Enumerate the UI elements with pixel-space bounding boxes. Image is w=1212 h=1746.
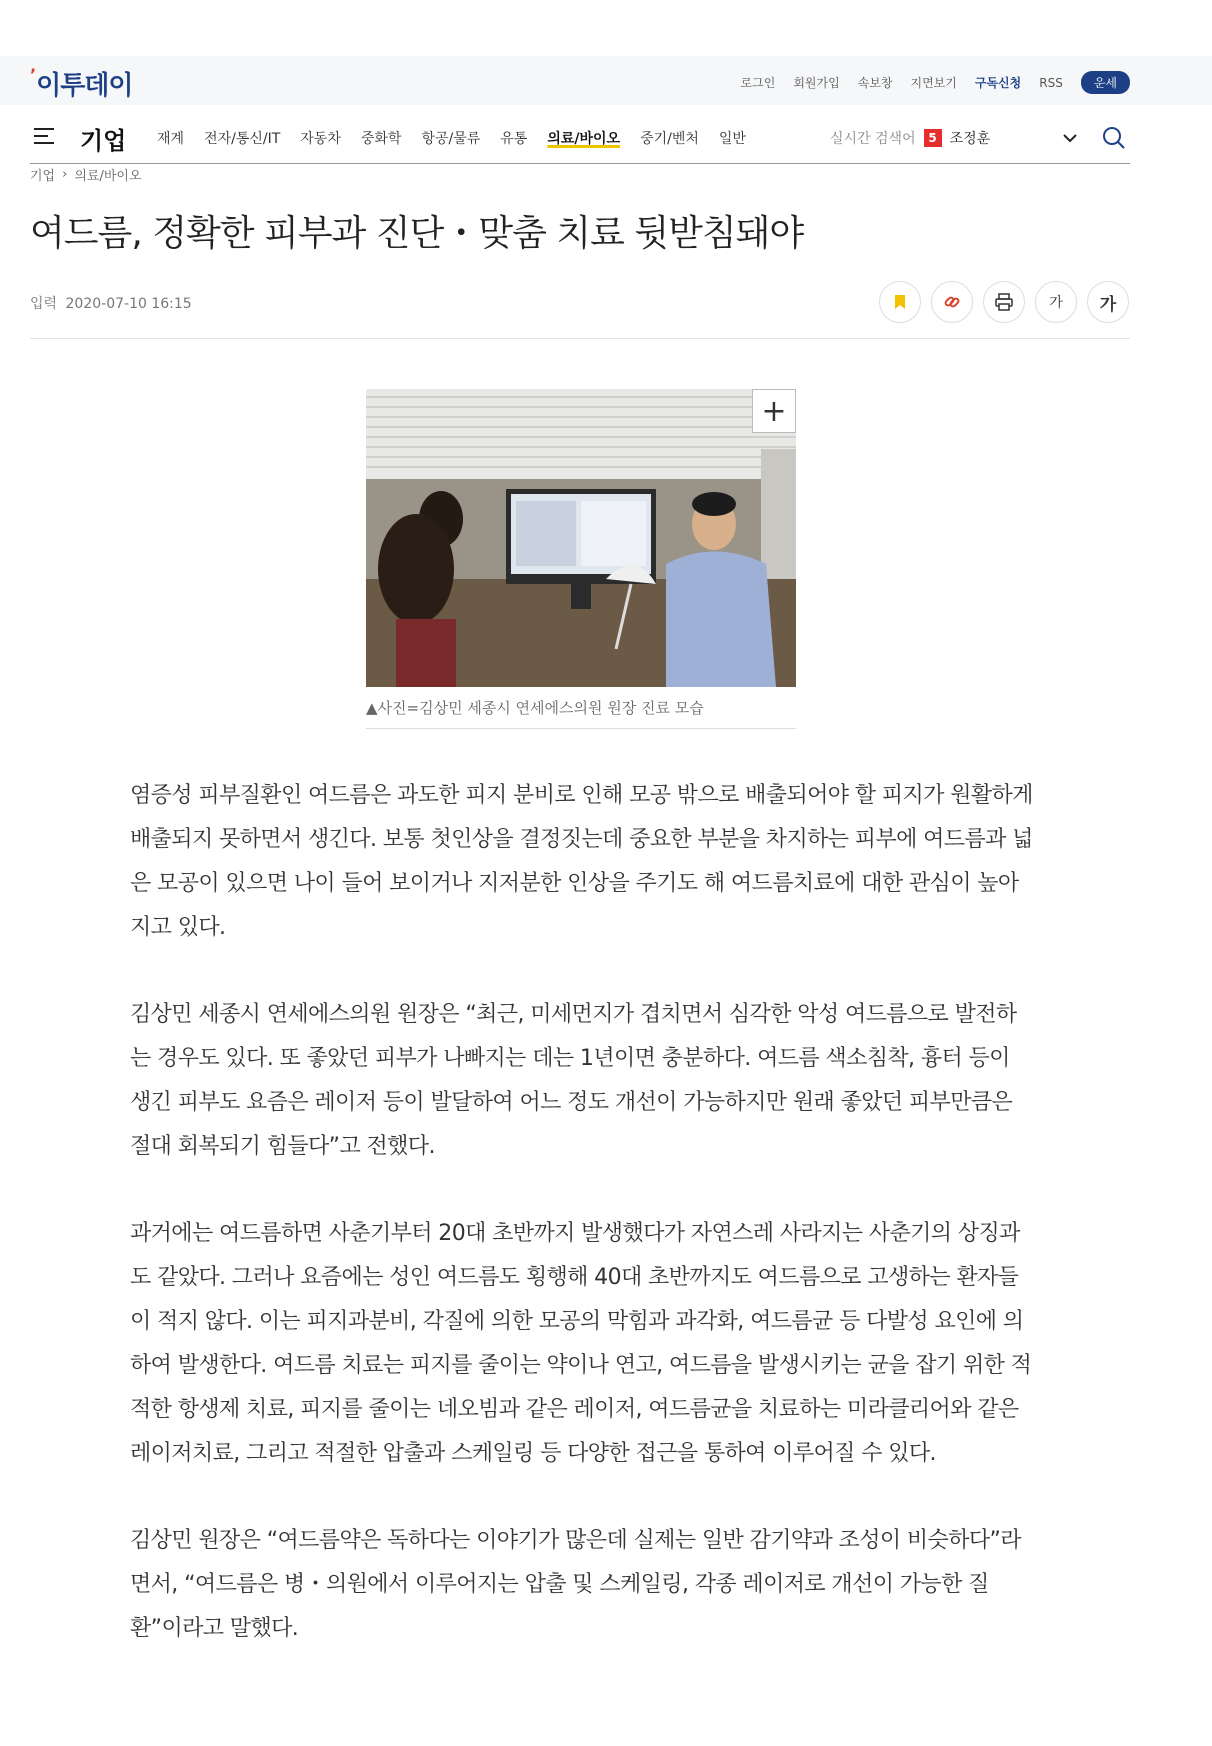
date-label: 입력 bbox=[30, 296, 58, 312]
login-link[interactable]: 로그인 bbox=[740, 76, 776, 90]
plus-icon: + bbox=[761, 393, 787, 429]
menu-item-general[interactable]: 일반 bbox=[718, 131, 746, 147]
realtime-label: 실시간 검색어 bbox=[830, 131, 916, 147]
breadcrumb-level2[interactable]: 의료/바이오 bbox=[74, 169, 142, 184]
rss-link[interactable]: RSS bbox=[1039, 75, 1063, 90]
utility-links bbox=[741, 71, 1130, 94]
logo-text: 이투데이 bbox=[36, 71, 133, 101]
realtime-keyword[interactable]: 조정훈 bbox=[949, 131, 991, 147]
clinic-consultation-photo bbox=[366, 389, 796, 687]
hamburger-menu-icon[interactable] bbox=[34, 128, 54, 144]
print-edition-link[interactable]: 지면보기 bbox=[910, 76, 957, 90]
menu-item-retail[interactable]: 유통 bbox=[500, 131, 528, 147]
menu-item-medical-bio[interactable]: 의료/바이오 bbox=[547, 131, 621, 147]
menu-item-electronics-it[interactable]: 전자/통신/IT bbox=[204, 131, 281, 147]
article-paragraph: 과거에는 여드름하면 사춘기부터 20대 초반까지 발생했다가 자연스레 사라지는 사춘기의 상징과도 같았다. 그러나 요즘에는 성인 여드름도 횡행해 40대 초반까지도 여드름으로 고생하는 환자들이 적지 않다. 이는 피지과분비, 각질에 의한 모공의 막힘과 과각화, 여드름균 등 다발성 요인에 의하여 발생한다. 여드름 치료는 피지를 줄이는 약이나 연고, 여드름을 발생시키는 균을 잡기 위한 적적한 항생제 치료, 피지를 줄이는 네오빔과 같은 레이저, 여드름균을 치료하는 미라클리어와 같은 레이저치료, 그리고 적절한 압출과 스케일링 등 다양한 접근을 통하여 이루어질 수 있다. bbox=[130, 1221, 1032, 1466]
menu-item-sme-venture[interactable]: 중기/벤처 bbox=[640, 131, 699, 147]
logo-mark-icon: ʼ bbox=[30, 65, 36, 84]
photo-caption: ▲사진=김상민 세종시 연세에스의원 원장 진료 모습 bbox=[366, 697, 796, 729]
realtime-search[interactable] bbox=[830, 128, 990, 148]
site-logo[interactable] bbox=[30, 65, 133, 102]
printer-icon bbox=[994, 292, 1014, 312]
link-icon bbox=[942, 292, 962, 312]
realtime-rank-badge: 5 bbox=[924, 129, 942, 147]
header-divider bbox=[30, 338, 1130, 339]
date-value: 2020-07-10 16:15 bbox=[65, 296, 192, 312]
font-decrease-button[interactable]: 가 bbox=[1035, 281, 1077, 323]
bookmark-button[interactable] bbox=[879, 281, 921, 323]
section-title[interactable]: 기업 bbox=[80, 127, 127, 155]
breadcrumb-level1[interactable]: 기업 bbox=[30, 169, 56, 184]
breadcrumb bbox=[30, 165, 142, 184]
expand-photo-button[interactable] bbox=[752, 389, 796, 433]
signup-link[interactable]: 회원가입 bbox=[793, 76, 840, 90]
menu-item-auto[interactable]: 자동차 bbox=[300, 131, 341, 147]
bookmark-icon bbox=[891, 293, 909, 311]
font-increase-button[interactable]: 가 bbox=[1087, 281, 1129, 323]
article-body bbox=[130, 774, 1035, 1694]
print-button[interactable] bbox=[983, 281, 1025, 323]
chevron-right-icon: › bbox=[62, 167, 68, 182]
menu-item-conglomerate[interactable]: 재계 bbox=[157, 131, 185, 147]
article-tools bbox=[879, 281, 1129, 323]
search-icon[interactable] bbox=[1102, 126, 1126, 150]
breaking-news-link[interactable]: 속보창 bbox=[857, 76, 893, 90]
article-paragraph: 염증성 피부질환인 여드름은 과도한 피지 분비로 인해 모공 밖으로 배출되어야 할 피지가 원활하게 배출되지 못하면서 생긴다. 보통 첫인상을 결정짓는데 중요한 부분을 차지하는 피부에 여드름과 넓은 모공이 있으면 나이 들어 보이거나 지저분한 인상을 주기도 해 여드름치료에 대한 관심이 높아지고 있다. bbox=[130, 783, 1033, 940]
subscribe-link[interactable]: 구독신청 bbox=[974, 76, 1022, 90]
chevron-down-icon[interactable] bbox=[1060, 128, 1080, 148]
section-nav bbox=[30, 116, 1130, 164]
article-paragraph: 김상민 세종시 연세에스의원 원장은 “최근, 미세먼지가 겹치면서 심각한 악성 여드름으로 발전하는 경우도 있다. 또 좋았던 피부가 나빠지는 데는 1년이면 충분하다. 여드름 색소침착, 흉터 등이 생긴 피부도 요즘은 레이저 등이 발달하여 어느 정도 개선이 가능하지만 원래 좋았던 피부만큼은 절대 회복되기 힘들다”고 전했다. bbox=[130, 1002, 1017, 1159]
fortune-button[interactable]: 운세 bbox=[1081, 71, 1130, 94]
article-figure bbox=[366, 389, 796, 729]
menu-item-aviation-logistics[interactable]: 항공/물류 bbox=[421, 131, 481, 147]
section-menu bbox=[157, 128, 746, 148]
top-utility-bar bbox=[0, 56, 1212, 105]
article-date bbox=[30, 293, 192, 313]
article-paragraph: 김상민 원장은 “여드름약은 독하다는 이야기가 많은데 실제는 일반 감기약과 조성이 비슷하다”라면서, “여드름은 병・의원에서 이루어지는 압출 및 스케일링, 각종 레이저로 개선이 가능한 질환”이라고 말했다. bbox=[130, 1528, 1021, 1641]
copy-link-button[interactable] bbox=[931, 281, 973, 323]
menu-item-chemicals[interactable]: 중화학 bbox=[360, 131, 402, 147]
article-headline: 여드름, 정확한 피부과 진단・맞춤 치료 뒷받침돼야 bbox=[30, 213, 804, 254]
article-photo[interactable] bbox=[366, 389, 796, 687]
